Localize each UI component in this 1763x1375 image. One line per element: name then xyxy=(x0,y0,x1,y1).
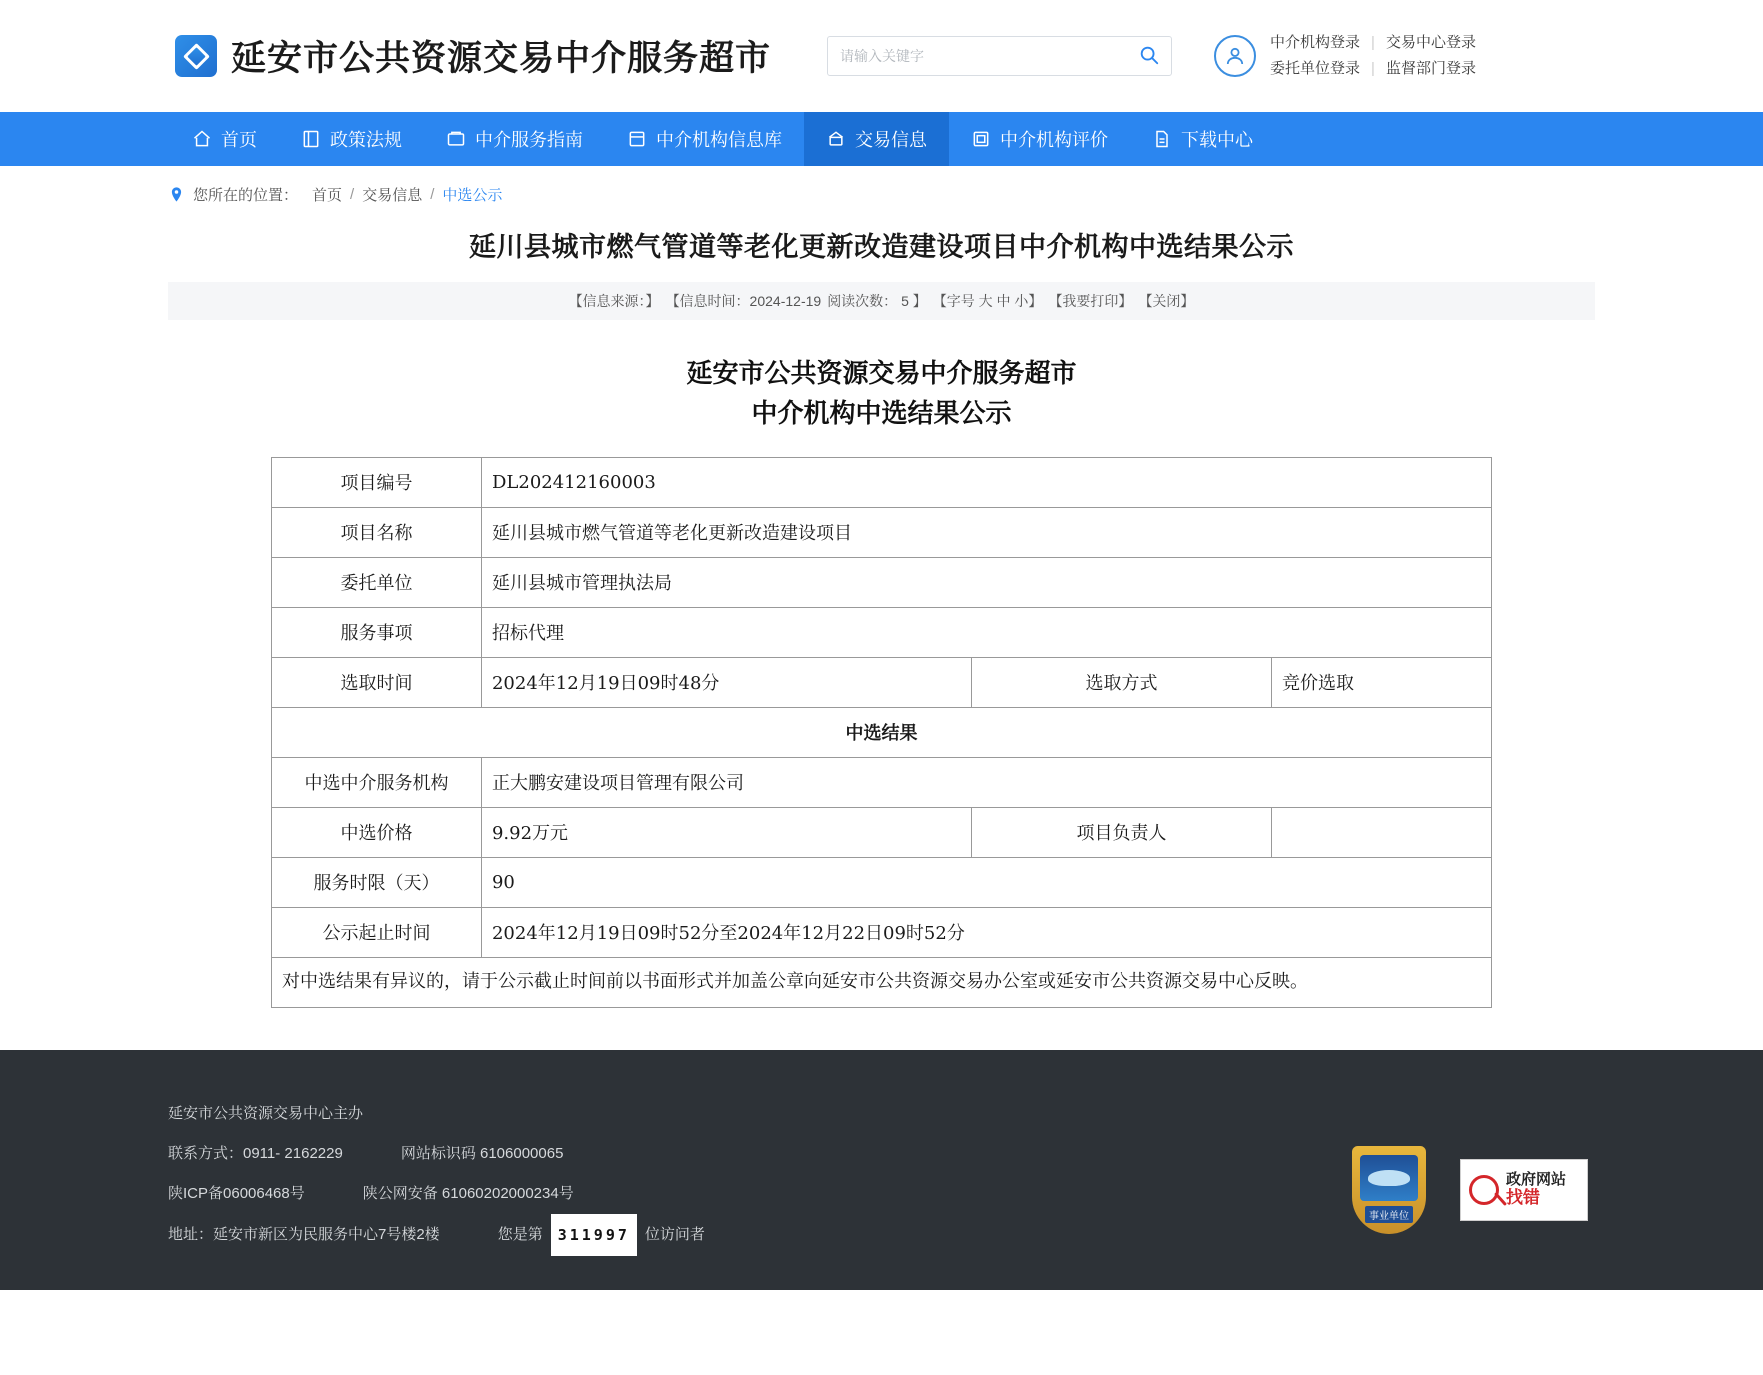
nav-item-agency-rating[interactable] xyxy=(949,112,1130,166)
breadcrumb xyxy=(0,166,1763,211)
login-link-supervision[interactable]: 监督部门登录 xyxy=(1385,60,1476,77)
cell-label-price: 中选价格 xyxy=(271,807,481,857)
cell-label-winner: 中选中介服务机构 xyxy=(271,757,481,807)
search-input[interactable] xyxy=(828,37,1127,75)
nav-item-agency-database[interactable] xyxy=(605,112,804,166)
breadcrumb-item-trade-info[interactable]: 交易信息 xyxy=(362,187,423,204)
cell-value-client-unit: 延川县城市管理执法局 xyxy=(481,557,1491,607)
table-row xyxy=(271,857,1491,907)
footer-contact: 联系方式：0911- 2162229 xyxy=(168,1144,343,1162)
breadcrumb-separator: / xyxy=(430,186,435,203)
user-login-area xyxy=(1214,30,1476,82)
search-button[interactable] xyxy=(1127,37,1171,75)
download-icon xyxy=(1152,129,1172,149)
section-title-result: 中选结果 xyxy=(271,707,1491,757)
government-website-report-badge[interactable] xyxy=(1460,1159,1588,1221)
meta-close[interactable]: 【关闭】 xyxy=(1138,293,1195,309)
visitor-suffix: 位访问者 xyxy=(644,1225,705,1243)
nav-label: 中介服务指南 xyxy=(475,130,583,150)
cell-value-project-name: 延川县城市燃气管道等老化更新改造建设项目 xyxy=(481,507,1491,557)
footer-icp[interactable]: 陕ICP备06006468号 xyxy=(168,1184,305,1202)
search-icon xyxy=(1138,44,1160,69)
table-row xyxy=(271,457,1491,507)
location-pin-icon xyxy=(168,186,185,203)
page-footer xyxy=(0,1050,1763,1290)
login-links xyxy=(1270,30,1476,82)
meta-print[interactable]: 【我要打印】 xyxy=(1048,293,1133,309)
nav-item-home[interactable] xyxy=(170,112,279,166)
breadcrumb-label: 您所在的位置： xyxy=(193,187,299,204)
document-body xyxy=(272,354,1492,435)
main-navigation xyxy=(0,112,1763,166)
cell-label-manager: 项目负责人 xyxy=(971,807,1271,857)
footer-org-text: 延安市公共资源交易中心主办 xyxy=(168,1104,364,1122)
badge-report-line2: 找错 xyxy=(1506,1188,1540,1208)
cell-label-service-item: 服务事项 xyxy=(271,607,481,657)
table-row xyxy=(271,907,1491,957)
page-title: 延川县城市燃气管道等老化更新改造建设项目中介机构中选结果公示 xyxy=(469,232,1294,263)
table-row xyxy=(271,557,1491,607)
public-institution-badge-icon[interactable] xyxy=(1352,1146,1426,1234)
login-link-agency[interactable]: 中介机构登录 xyxy=(1270,34,1361,51)
cell-value-publicity-period: 2024年12月19日09时52分至2024年12月22日09时52分 xyxy=(481,907,1491,957)
cell-value-select-mode: 竞价选取 xyxy=(1271,657,1491,707)
site-title: 延安市公共资源交易中介服务超市 xyxy=(231,39,772,79)
guide-icon xyxy=(446,129,466,149)
login-link-client-unit[interactable]: 委托单位登录 xyxy=(1270,60,1361,77)
home-icon xyxy=(192,129,212,149)
nav-label: 中介机构信息库 xyxy=(656,130,782,150)
table-row xyxy=(271,757,1491,807)
login-link-trade-center[interactable]: 交易中心登录 xyxy=(1385,34,1476,51)
cell-label-duration: 服务时限（天） xyxy=(271,857,481,907)
footer-badges xyxy=(1352,1146,1588,1234)
footer-address: 地址：延安市新区为民服务中心7号楼2楼 xyxy=(168,1225,440,1243)
nav-item-service-guide[interactable] xyxy=(424,112,605,166)
nav-label: 首页 xyxy=(221,130,257,150)
result-table xyxy=(271,457,1492,1008)
objection-note: 对中选结果有异议的，请于公示截止时间前以书面形式并加盖公章向延安市公共资源交易办公室或延安市公共资源交易中心反映。 xyxy=(271,957,1491,1007)
search-box[interactable] xyxy=(827,36,1172,76)
document-heading xyxy=(272,354,1492,435)
visitor-count: 311997 xyxy=(551,1214,637,1256)
badge-report-line1: 政府网站 xyxy=(1506,1171,1567,1189)
table-row xyxy=(271,607,1491,657)
bank-icon xyxy=(826,129,846,149)
user-avatar-icon xyxy=(1214,35,1256,77)
footer-site-code: 网站标识码 6106000065 xyxy=(400,1144,564,1162)
breadcrumb-item-current[interactable]: 中选公示 xyxy=(442,187,503,204)
document-heading-line1: 延安市公共资源交易中介服务超市 xyxy=(686,359,1077,389)
cell-label-project-name: 项目名称 xyxy=(271,507,481,557)
link-separator: | xyxy=(1371,34,1375,51)
nav-item-download-center[interactable] xyxy=(1130,112,1275,166)
meta-source: 【信息来源：】 xyxy=(568,293,660,309)
article-meta-bar xyxy=(168,282,1595,320)
cell-label-client-unit: 委托单位 xyxy=(271,557,481,607)
nav-label: 政策法规 xyxy=(330,130,402,150)
cell-label-project-no: 项目编号 xyxy=(271,457,481,507)
badge-shield-label: 事业单位 xyxy=(1365,1206,1413,1223)
meta-time: 【信息时间：2024-12-19 xyxy=(665,293,822,309)
cell-label-select-time: 选取时间 xyxy=(271,657,481,707)
nav-label: 中介机构评价 xyxy=(1000,130,1108,150)
table-row xyxy=(271,707,1491,757)
cell-value-winner: 正大鹏安建设项目管理有限公司 xyxy=(481,757,1491,807)
diamond-logo-icon xyxy=(175,35,217,77)
rating-icon xyxy=(971,129,991,149)
cell-label-publicity-period: 公示起止时间 xyxy=(271,907,481,957)
table-row xyxy=(271,507,1491,557)
page-header xyxy=(0,0,1763,112)
table-row xyxy=(271,957,1491,1007)
cell-value-duration: 90 xyxy=(481,857,1491,907)
nav-item-policy[interactable] xyxy=(279,112,424,166)
meta-fontsize[interactable]: 【字号 大 中 小】 xyxy=(932,293,1043,309)
breadcrumb-separator: / xyxy=(350,186,355,203)
cell-value-project-no: DL202412160003 xyxy=(481,457,1491,507)
visitor-prefix: 您是第 xyxy=(497,1225,543,1243)
cell-value-manager xyxy=(1271,807,1491,857)
footer-police-record[interactable]: 陕公网安备 61060202000234号 xyxy=(362,1184,574,1202)
footer-org xyxy=(168,1094,1763,1134)
cell-value-price: 9.92万元 xyxy=(481,807,971,857)
book-icon xyxy=(301,129,321,149)
database-icon xyxy=(627,129,647,149)
table-row xyxy=(271,657,1491,707)
link-separator: | xyxy=(1371,60,1375,77)
cell-value-service-item: 招标代理 xyxy=(481,607,1491,657)
table-row xyxy=(271,807,1491,857)
document-heading-line2: 中介机构中选结果公示 xyxy=(751,399,1012,430)
nav-item-trade-info[interactable] xyxy=(804,112,949,166)
nav-label: 交易信息 xyxy=(855,130,927,150)
cell-label-select-mode: 选取方式 xyxy=(971,657,1271,707)
magnifier-icon xyxy=(1469,1175,1499,1205)
cell-value-select-time: 2024年12月19日09时48分 xyxy=(481,657,971,707)
nav-label: 下载中心 xyxy=(1181,130,1253,150)
meta-views: 阅读次数： 5 】 xyxy=(827,293,927,309)
breadcrumb-item-home[interactable]: 首页 xyxy=(312,187,343,204)
